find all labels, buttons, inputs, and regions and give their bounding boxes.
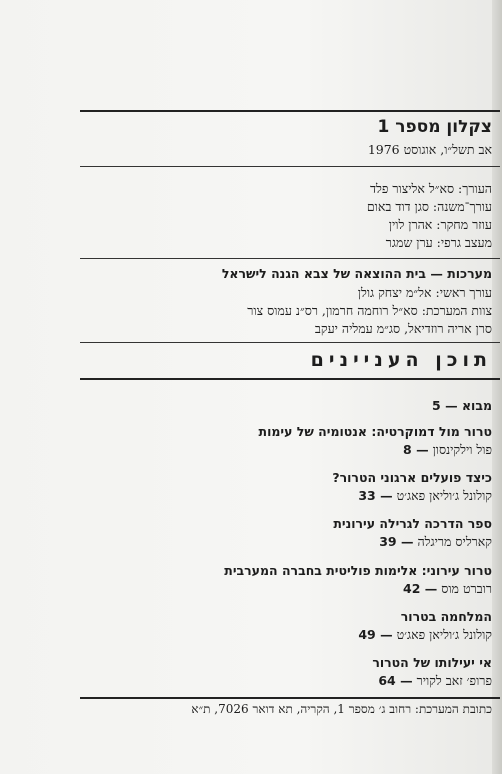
staff-line: העורך: סא״ל אליצור פלד [369,181,492,196]
staff-line: מעצב גרפי: ערן שמגר [385,235,492,250]
page-number: — 49 [358,627,393,642]
footer-rule [80,697,500,699]
page-number: — 33 [358,488,393,503]
author-name: קולונל ג׳וליאן פאג׳ט [396,627,492,642]
issue-date: אב תשל״ו, אוגוסט 1976 [367,142,492,157]
header-top-rule [80,110,500,112]
staff-line: עורך־משנה: סגן דוד באום [366,199,492,214]
toc-entry-title: ספר הדרכה לגרילה עירונית [333,516,492,531]
toc-heading: תוכן העניינים [310,349,492,371]
toc-entry-title: טרור מול דמוקרטיה: אנטומיה של עימות [258,424,492,439]
page-number: — 64 [378,673,413,688]
author-name: פול וילקינסון [432,442,492,457]
book-spine-shadow [492,0,502,774]
toc-entry-title: כיצד פועלים ארגוני הטרור? [332,470,492,485]
toc-entry-author [80,442,492,458]
staff-line: עוזר מחקר: אהרן לוין [388,217,492,232]
editorial-address: כתובת המערכת: רחוב ג׳ מספר 1, הקריה, תא דואר 7026, ת״א [191,702,492,716]
publisher-name: מערכות — בית ההוצאה של צבא הגנה לישראל [221,266,492,281]
toc-entry-author [80,581,492,597]
author-name: פרופ׳ זאב לקויר [416,673,492,688]
toc-heading-rule [80,378,500,380]
toc-entry-author [80,673,492,689]
editorial-board: צוות המערכת: סא״ל רוחמה חרמון, רס״נ עמוס צור [247,303,492,318]
page-number: — 39 [379,534,414,549]
toc-entry-author [80,627,492,643]
editorial-board: סרן אריה רוזדיאל, סג״מ עמליה יעקב [314,321,492,336]
header-bottom-rule [80,166,500,167]
toc-intro: מבוא — 5 [432,398,492,413]
publisher-bottom-rule [80,342,500,343]
toc-entry-author [80,534,492,550]
author-name: רוברט מוס [441,581,492,596]
page-number: — 8 [403,442,429,457]
page-number: — 42 [403,581,438,596]
toc-entry-title: אי יעילותו של הטרור [372,655,492,670]
toc-entry-title: המלחמה בטרור [400,609,492,624]
author-name: קולונל ג׳וליאן פאג׳ט [396,488,492,503]
chief-editor: עורך ראשי: אל״מ יצחק גולן [357,285,492,300]
staff-bottom-rule [80,258,500,259]
toc-entry-author [80,488,492,504]
issue-title: צקלון מספר 1 [377,117,492,137]
author-name: קארליס מריגלה [417,534,492,549]
toc-entry-title: טרור עירוני: אלימות פוליטית בחברה המערבית [224,563,492,578]
